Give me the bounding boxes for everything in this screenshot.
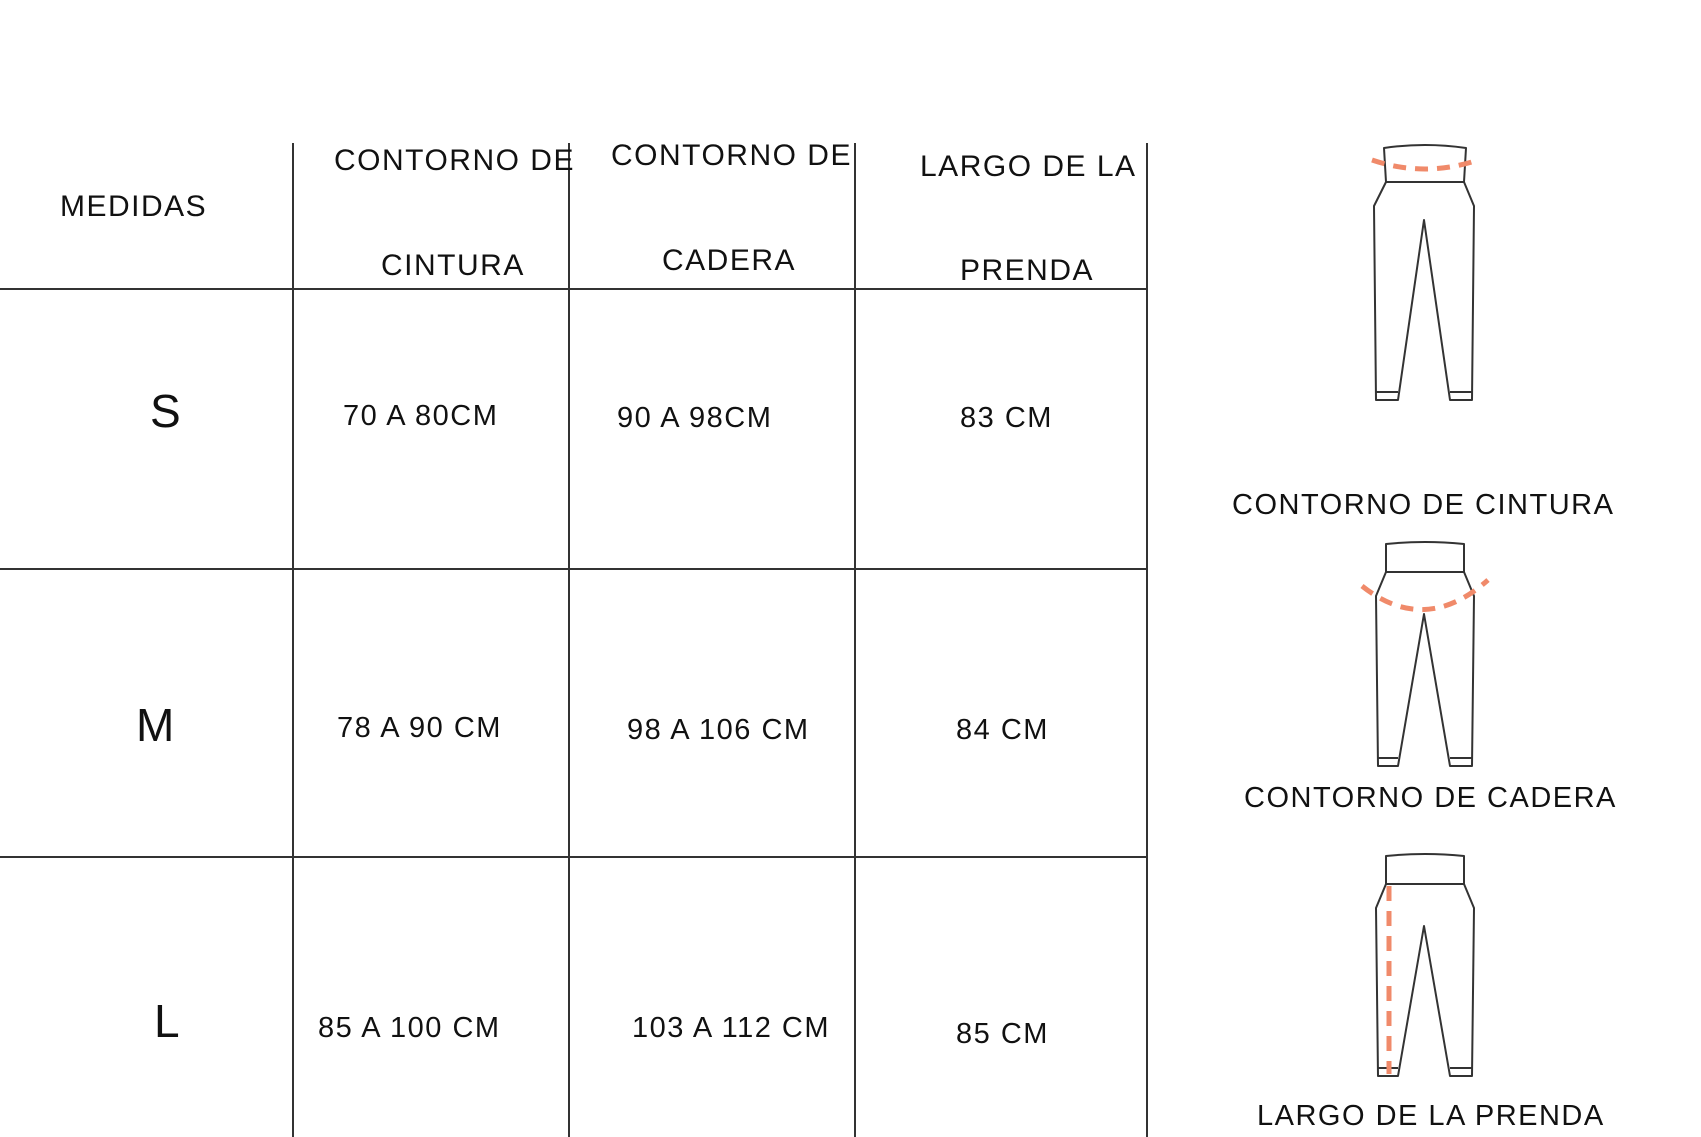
length-value: 83 CM (960, 402, 1053, 434)
row-divider (0, 568, 1147, 570)
column-divider (568, 143, 570, 1137)
waist-value: 85 A 100 CM (318, 1012, 501, 1044)
size-label-m: M (136, 699, 176, 751)
length-value: 85 CM (956, 1018, 1049, 1050)
waist-value: 78 A 90 CM (337, 712, 502, 744)
hip-value: 98 A 106 CM (627, 714, 810, 746)
leggings-hip-icon (1360, 540, 1490, 770)
leggings-waist-icon (1360, 140, 1490, 410)
header-measures: MEDIDAS (60, 190, 208, 223)
column-divider (1146, 143, 1148, 1137)
length-value: 84 CM (956, 714, 1049, 746)
waist-caption: CONTORNO DE CINTURA (1232, 489, 1615, 521)
length-caption: LARGO DE LA PRENDA (1257, 1100, 1605, 1132)
header-hip-line2: CADERA (662, 244, 797, 277)
hip-value: 90 A 98CM (617, 402, 773, 434)
header-hip-line1: CONTORNO DE (611, 139, 852, 172)
hip-caption: CONTORNO DE CADERA (1244, 782, 1617, 814)
size-label-s: S (150, 385, 183, 437)
size-label-l: L (154, 995, 182, 1047)
header-length-line1: LARGO DE LA (920, 150, 1137, 183)
header-waist-line2: CINTURA (381, 249, 525, 282)
row-divider (0, 856, 1147, 858)
leggings-length-icon (1360, 852, 1490, 1082)
hip-value: 103 A 112 CM (632, 1012, 831, 1044)
waist-value: 70 A 80CM (343, 400, 499, 432)
header-length-line2: PRENDA (960, 254, 1095, 287)
column-divider (292, 143, 294, 1137)
row-divider (0, 288, 1147, 290)
header-waist-line1: CONTORNO DE (334, 144, 575, 177)
column-divider (854, 143, 856, 1137)
